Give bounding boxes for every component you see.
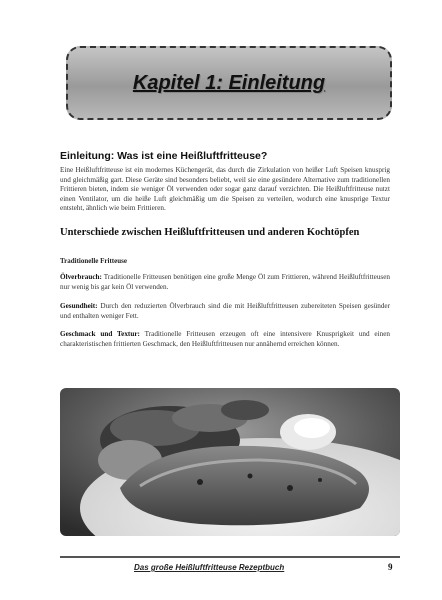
comparison-term: Gesundheit:	[60, 302, 98, 310]
comparison-text: Durch den reduzierten Ölverbrauch sind die mit Heißluftfritteusen zubereiteten Speisen gesünder und enthalten weniger Fett.	[60, 302, 390, 320]
footer-divider	[60, 556, 400, 558]
subheading-traditional-fryer: Traditionelle Fritteuse	[60, 257, 127, 265]
comparison-text: Traditionelle Fritteusen erzeugen oft eine intensivere Knusprigkeit und einen charakteristischen frittierten Geschmack, den Heißluftfritteusen nur annähernd erreichen können.	[60, 330, 390, 348]
footer-book-title: Das große Heißluftfritteuse Rezeptbuch	[134, 563, 285, 572]
section-heading-intro: Einleitung: Was ist eine Heißluftfritteuse?	[60, 150, 268, 162]
comparison-item-taste	[60, 330, 390, 349]
food-photo	[60, 388, 400, 536]
comparison-item-oil	[60, 273, 390, 292]
food-photo-illustration	[60, 388, 400, 536]
comparison-text: Traditionelle Fritteusen benötigen eine große Menge Öl zum Frittieren, während Heißluftfritteusen nur wenig bis gar kein Öl verwenden.	[60, 273, 390, 291]
chapter-title-box	[66, 46, 392, 120]
comparison-item-health	[60, 302, 390, 321]
comparison-term: Geschmack und Textur:	[60, 330, 140, 338]
comparison-term: Ölverbrauch:	[60, 273, 102, 281]
chapter-title: Kapitel 1: Einleitung	[132, 71, 326, 94]
section-heading-differences: Unterschiede zwischen Heißluftfritteusen und anderen Kochtöpfen	[60, 227, 360, 238]
page-number: 9	[388, 562, 393, 572]
intro-paragraph: Eine Heißluftfritteuse ist ein modernes Küchengerät, das durch die Zirkulation von heißer Luft Speisen knusprig und gleichmäßig gart. Diese Geräte sind besonders beliebt, weil sie eine gesündere Alternative zum traditionellen Frittieren bieten, indem sie weniger Öl verwenden oder sogar ganz darauf verzichten. Die Heißluftfritteuse nutzt einen Ventilator, um die heiße Luft gleichmäßig um die Speisen zu verteilen, wodurch eine knusprige Textur entsteht, ähnlich wie beim Frittieren.	[60, 166, 390, 213]
